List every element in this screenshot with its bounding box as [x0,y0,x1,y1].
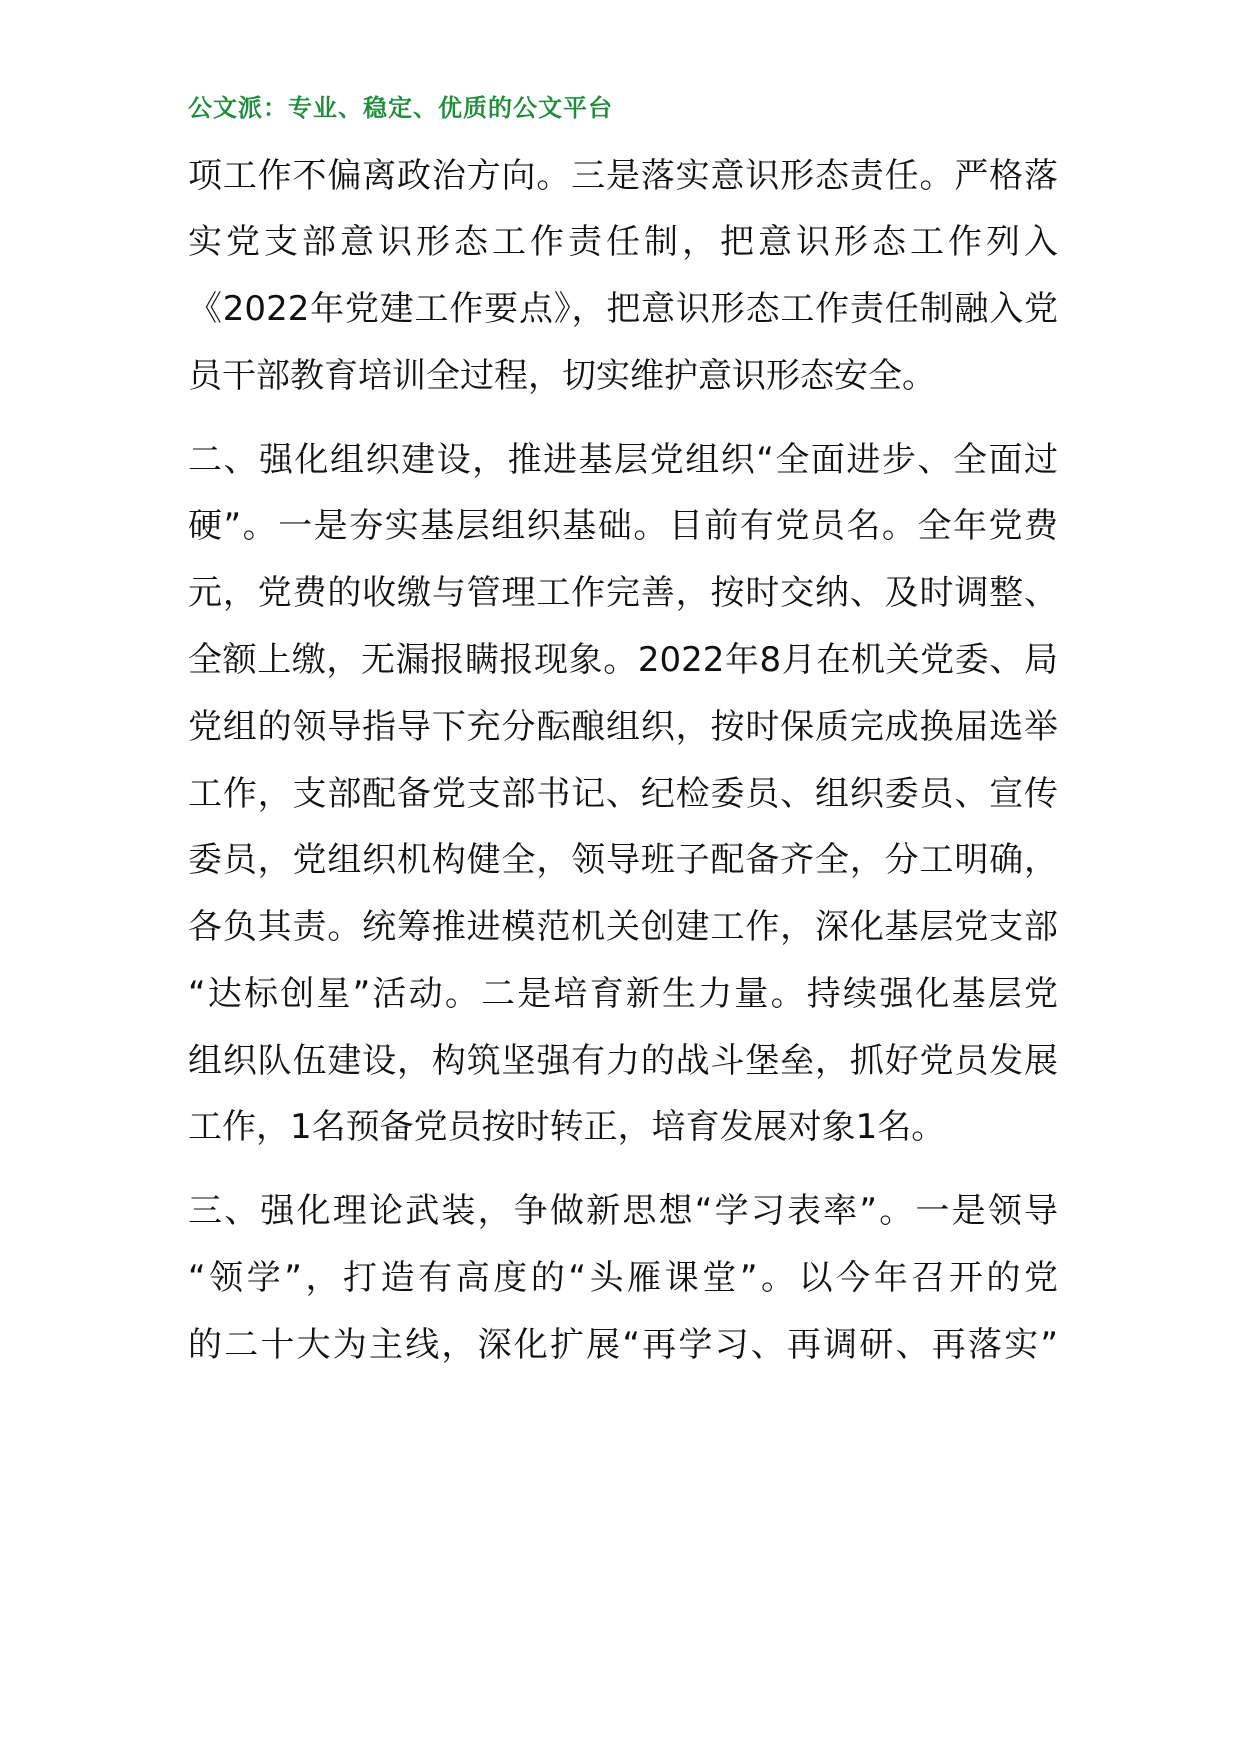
text-line: 元，党费的收缴与管理工作完善，按时交纳、及时调整、 [188,573,1058,613]
text-line: 各负其责。统筹推进模范机关创建工作，深化基层党支部 [188,907,1058,947]
text-line: 全额上缴，无漏报瞒报现象。2022年8月在机关党委、局 [188,640,1058,680]
text-line: 组织队伍建设，构筑坚强有力的战斗堡垒，抓好党员发展 [188,1041,1058,1081]
text-line: 工作，1名预备党员按时转正，培育发展对象1名。 [188,1107,946,1147]
text-line: 委员，党组织机构健全，领导班子配备齐全，分工明确， [188,840,1058,880]
text-line: 实党支部意识形态工作责任制，把意识形态工作列入 [188,222,1058,262]
text-line: 员干部教育培训全过程，切实维护意识形态安全。 [188,356,936,396]
text-line: 党组的领导指导下充分酝酿组织，按时保质完成换届选举 [188,707,1058,747]
text-line: 工作，支部配备党支部书记、纪检委员、组织委员、宣传 [188,774,1058,814]
text-line: “领学”，打造有高度的“头雁课堂”。以今年召开的党 [188,1258,1058,1298]
text-line: 的二十大为主线，深化扩展“再学习、再调研、再落实” [188,1325,1058,1365]
header-banner: 公文派：专业、稳定、优质的公文平台 [188,94,613,122]
text-line: 《2022年党建工作要点》，把意识形态工作责任制融入党 [188,289,1058,329]
text-line: 二、强化组织建设，推进基层党组织“全面进步、全面过 [188,440,1058,480]
text-line: 硬”。一是夯实基层组织基础。目前有党员名。全年党费 [188,506,1058,546]
text-line: 项工作不偏离政治方向。三是落实意识形态责任。严格落 [188,156,1058,196]
text-line: “达标创星”活动。二是培育新生力量。持续强化基层党 [188,974,1058,1014]
text-line: 三、强化理论武装，争做新思想“学习表率”。一是领导 [188,1191,1058,1231]
